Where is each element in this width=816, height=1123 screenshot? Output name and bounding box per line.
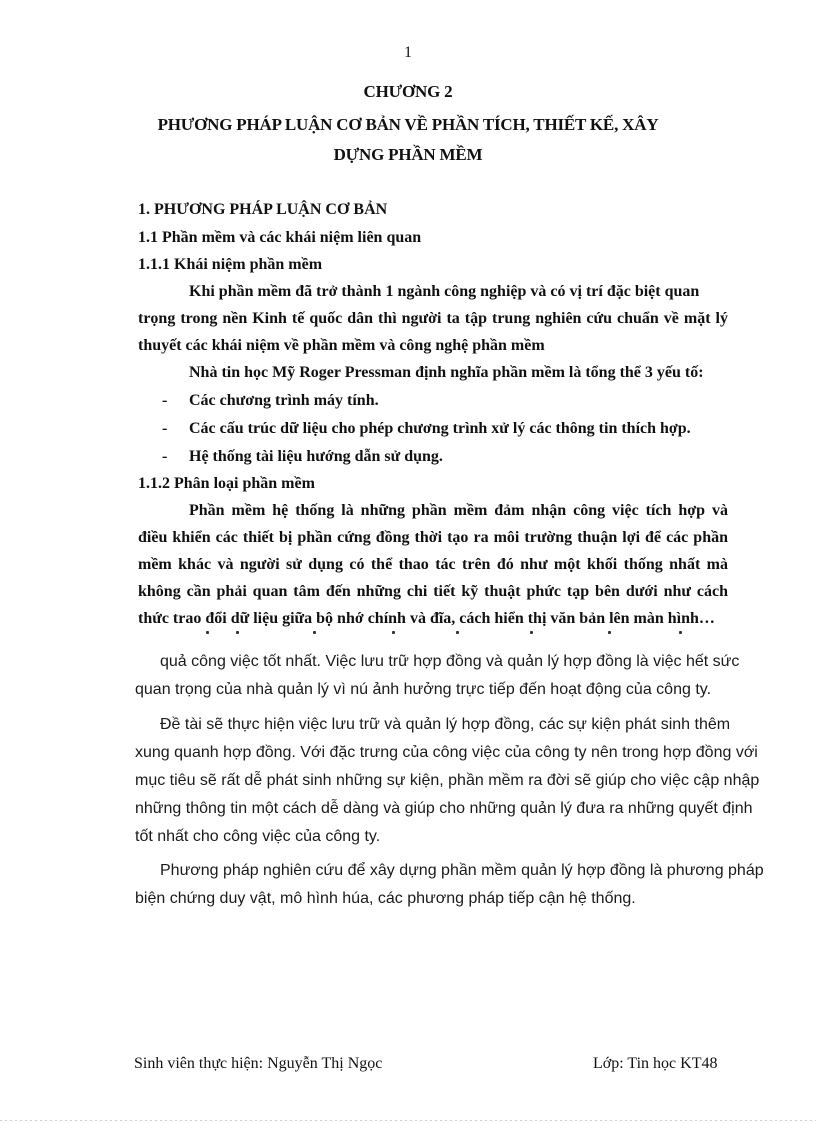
paragraph-line: quả công việc tốt nhất. Việc lưu trữ hợp đồng và quản lý hợp đồng là việc hết sức bbox=[160, 653, 740, 670]
paragraph-line: trọng trong nền Kinh tế quốc dân thì người ta tập trung nghiên cứu chuẩn về mặt lý bbox=[138, 310, 728, 327]
chapter-title-line2: DỰNG PHẦN MỀM bbox=[333, 145, 483, 164]
paragraph-line: xung quanh hợp đồng. Với đặc trưng của công việc của công ty nên trong hợp đồng với bbox=[135, 744, 758, 761]
paragraph-line: quan trọng của nhà quản lý vì nú ảnh hưởng trực tiếp đến hoạt động của công ty. bbox=[135, 681, 712, 698]
paragraph-line: thức trao đổi dữ liệu giữa bộ nhớ chính và đĩa, cách hiển thị văn bản lên màn hình… bbox=[138, 610, 715, 627]
paragraph-line: mục tiêu sẽ rất dễ phát sinh những sự kiện, phần mềm ra đời sẽ giúp cho việc cập nhập bbox=[135, 772, 760, 789]
footer-student: Sinh viên thực hiện: Nguyễn Thị Ngọc bbox=[134, 1055, 383, 1072]
paragraph-line: mềm khác và người sử dụng có thể thao tác trên đó như một khối thống nhất mà bbox=[138, 556, 728, 573]
paragraph-pressman: Nhà tin học Mỹ Roger Pressman định nghĩa phần mềm là tổng thể 3 yếu tố: bbox=[189, 364, 704, 381]
heading-1: 1. PHƯƠNG PHÁP LUẬN CƠ BẢN bbox=[138, 201, 388, 218]
chapter-label: CHƯƠNG 2 bbox=[363, 82, 453, 101]
list-dash: - bbox=[162, 420, 168, 437]
page-number: 1 bbox=[404, 44, 412, 61]
list-dash: - bbox=[162, 448, 168, 465]
truncated-line-fragment bbox=[138, 627, 728, 637]
paragraph-line: không cần phải quan tâm đến những chi tiết kỹ thuật phức tạp bên dưới như cách bbox=[138, 583, 728, 600]
paragraph-line: Đề tài sẽ thực hiện việc lưu trữ và quản lý hợp đồng, các sự kiện phát sinh thêm bbox=[160, 716, 731, 733]
paragraph-line: biện chứng duy vật, mô hình húa, các phương pháp tiếp cận hệ thống. bbox=[135, 890, 636, 907]
list-item-text: Các chương trình máy tính. bbox=[189, 392, 379, 409]
heading-1-1-2: 1.1.2 Phân loại phần mềm bbox=[138, 475, 315, 492]
page-bottom-rule bbox=[0, 1120, 816, 1121]
list-item-text: Hệ thống tài liệu hướng dẫn sử dụng. bbox=[189, 448, 443, 465]
paragraph-line: thuyết các khái niệm về phần mềm và công nghệ phần mềm bbox=[138, 337, 545, 354]
paragraph-line: tốt nhất cho công việc của công ty. bbox=[135, 828, 381, 845]
paragraph-line: những thông tin một cách dễ dàng và giúp cho những quản lý đưa ra những quyết định bbox=[135, 800, 753, 817]
list-dash: - bbox=[162, 392, 168, 409]
paragraph-line: Khi phần mềm đã trở thành 1 ngành công nghiệp và có vị trí đặc biệt quan bbox=[189, 283, 700, 300]
paragraph-line: Phương pháp nghiên cứu để xây dựng phần mềm quản lý hợp đồng là phương pháp bbox=[160, 862, 764, 879]
footer-class: Lớp: Tin học KT48 bbox=[593, 1055, 718, 1072]
paragraph-line: Phần mềm hệ thống là những phần mềm đảm nhận công việc tích hợp và bbox=[189, 502, 728, 519]
list-item-text: Các cấu trúc dữ liệu cho phép chương trình xử lý các thông tin thích hợp. bbox=[189, 420, 691, 437]
chapter-title-line1: PHƯƠNG PHÁP LUẬN CƠ BẢN VỀ PHẦN TÍCH, THIẾT KẾ, XÂY bbox=[157, 115, 659, 134]
heading-1-1: 1.1 Phần mềm và các khái niệm liên quan bbox=[138, 229, 422, 246]
heading-1-1-1: 1.1.1 Khái niệm phần mềm bbox=[138, 256, 323, 273]
paragraph-line: điều khiển các thiết bị phần cứng đồng thời tạo ra môi trường thuận lợi để các phần bbox=[138, 529, 728, 546]
